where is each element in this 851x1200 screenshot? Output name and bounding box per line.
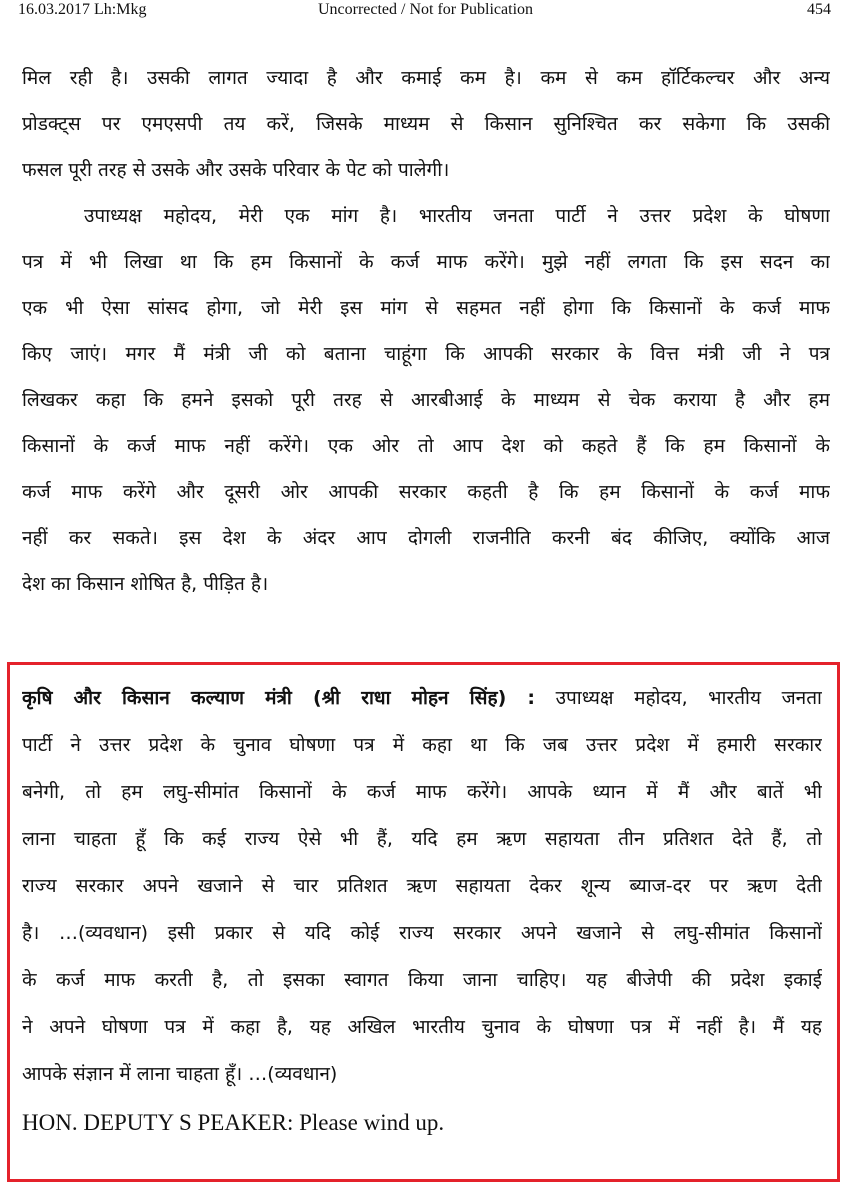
text-line: प्रोडक्ट्स पर एमएसपी तय करें, जिसके माध्यम से किसान सुनिश्चित कर सकेगा कि उसकी <box>22 113 830 135</box>
text-line: पार्टी ने उत्तर प्रदेश के चुनाव घोषणा पत्र में कहा था कि जब उत्तर प्रदेश में हमारी सरकार <box>22 734 822 756</box>
document-body <box>22 55 830 607</box>
text-line: लिखकर कहा कि हमने इसको पूरी तरह से आरबीआई के माध्यम से चेक कराया है और हम <box>22 389 830 411</box>
text-line: ने अपने घोषणा पत्र में कहा है, यह अखिल भारतीय चुनाव के घोषणा पत्र में नहीं है। मैं यह <box>22 1016 822 1038</box>
minister-reply-text <box>22 675 822 1148</box>
highlighted-minister-reply <box>7 662 840 1182</box>
header-status: Uncorrected / Not for Publication <box>317 1 534 18</box>
text-line: किए जाएं। मगर मैं मंत्री जी को बताना चाहूंगा कि आपकी सरकार के वित्त मंत्री जी ने पत्र <box>22 343 830 365</box>
text-line: लाना चाहता हूँ कि कई राज्य ऐसे भी हैं, यदि हम ऋण सहायता तीन प्रतिशत देते हैं, तो <box>22 828 822 850</box>
page-header <box>0 0 851 26</box>
text-line: कर्ज माफ करेंगे और दूसरी ओर आपकी सरकार कहती है कि हम किसानों के कर्ज माफ <box>22 481 830 503</box>
text-line: राज्य सरकार अपने खजाने से चार प्रतिशत ऋण सहायता देकर शून्य ब्याज-दर पर ऋण देती <box>22 875 822 897</box>
speech-text: उपाध्यक्ष महोदय, भारतीय जनता <box>555 687 822 709</box>
page-number: 454 <box>807 1 831 18</box>
speaker-name: कृषि और किसान कल्याण मंत्री (श्री राधा मोहन सिंह) : <box>22 687 536 709</box>
text-line: देश का किसान शोषित है, पीड़ित है। <box>22 573 269 595</box>
text-line: आपके संज्ञान में लाना चाहता हूँ। …(व्यवधान) <box>22 1063 338 1085</box>
text-line: नहीं कर सकते। इस देश के अंदर आप दोगली राजनीति करनी बंद कीजिए, क्योंकि आज <box>22 527 830 549</box>
text-line: पत्र में भी लिखा था कि हम किसानों के कर्ज माफ करेंगे। मुझे नहीं लगता कि इस सदन का <box>22 251 830 273</box>
text-line: एक भी ऐसा सांसद होगा, जो मेरी इस मांग से सहमत नहीं होगा कि किसानों के कर्ज माफ <box>22 297 830 319</box>
text-line: मिल रही है। उसकी लागत ज्यादा है और कमाई कम है। कम से कम हॉर्टिकल्चर और अन्य <box>22 67 830 89</box>
text-line: किसानों के कर्ज माफ नहीं करेंगे। एक ओर तो आप देश को कहते हैं कि हम किसानों के <box>22 435 830 457</box>
paragraph-1 <box>22 55 830 193</box>
text-line: है। …(व्यवधान) इसी प्रकार से यदि कोई राज्य सरकार अपने खजाने से लघु-सीमांत किसानों <box>22 922 822 944</box>
text-line <box>22 675 822 722</box>
text-line: के कर्ज माफ करती है, तो इसका स्वागत किया जाना चाहिए। यह बीजेपी की प्रदेश इकाई <box>22 969 822 991</box>
header-date-code: 16.03.2017 Lh:Mkg <box>18 1 147 18</box>
text-line: बनेगी, तो हम लघु-सीमांत किसानों के कर्ज माफ करेंगे। आपके ध्यान में मैं और बातें भी <box>22 781 822 803</box>
deputy-speaker-remark: HON. DEPUTY S PEAKER: Please wind up. <box>22 1110 445 1135</box>
paragraph-2 <box>22 193 830 607</box>
text-line: उपाध्यक्ष महोदय, मेरी एक मांग है। भारतीय जनता पार्टी ने उत्तर प्रदेश के घोषणा <box>84 205 830 227</box>
text-line: फसल पूरी तरह से उसके और उसके परिवार के पेट को पालेगी। <box>22 159 450 181</box>
